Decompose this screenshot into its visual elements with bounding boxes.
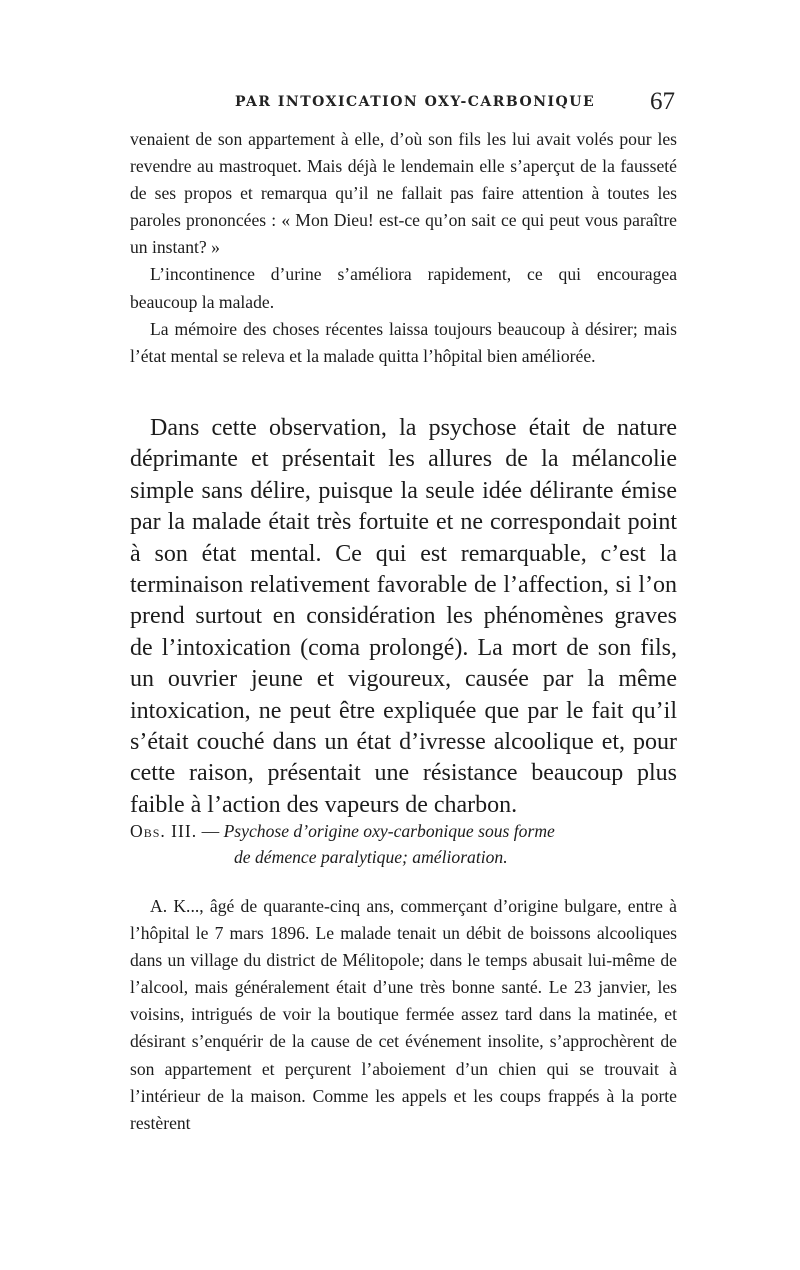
paragraph-continued: venaient de son appartement à elle, d’où son fils les lui avait volés pour les revendre au mastroquet. Mais déjà le lendemain elle s’aperçut de la fausseté de ses propos et remarqua qu’il ne fallait pas faire attention à toutes les paroles prononcées : « Mon Dieu! est-ce qu’on sait ce qui peut vous paraître un instant? »: [130, 129, 677, 258]
discussion-paragraph: Dans cette observation, la psychose était de nature déprimante et présentait les allures de la mélancolie simple sans délire, puisque la seule idée délirante émise par la malade était très fortuite et ne correspondait point à son état mental. Ce qui est remarquable, c’est la terminaison relativement favorable de l’affection, si l’on prend surtout en considération les phénomènes graves de l’intoxication (coma prolongé). La mort de son fils, un ouvrier jeune et vigoureux, causée par la même intoxication, ne peut être expliquée que par le fait qu’il s’était couché dans un état d’ivresse alcoolique et, pour cette raison, présentait une résistance beaucoup plus faible à l’action des vapeurs de charbon.: [130, 415, 677, 818]
observation-title-line2: de démence paralytique; amélioration.: [234, 847, 508, 867]
paragraph-incontinence: L’incontinence d’urine s’améliora rapidement, ce qui encouragea beaucoup la malade.: [130, 264, 677, 312]
discussion-section: [130, 413, 677, 821]
running-title: PAR INTOXICATION OXY-CARBONIQUE: [235, 94, 596, 110]
observation-heading: [130, 818, 677, 870]
paragraph-memoire: La mémoire des choses récentes laissa toujours beaucoup à désirer; mais l’état mental se releva et la malade quitta l’hôpital bien améliorée.: [130, 318, 677, 366]
page-number: 67: [650, 88, 675, 115]
running-head: [235, 88, 675, 116]
case-paragraph: A. K..., âgé de quarante-cinq ans, commerçant d’origine bulgare, entre à l’hôpital le 7 mars 1896. Le malade tenait un débit de boissons alcooliques dans un village du district de Mélitopole; dans le temps abusait lui-même de l’alcool, mais généralement était d’une très bonne santé. Le 23 janvier, les voisins, intrigués de voir la boutique fermée assez tard dans la matinée, et désirant s’enquérir de la cause de cet événement insolite, s’approchèrent de son appartement et perçurent l’aboiement d’un chien qui se trouvait à l’intérieur de la maison. Comme les appels et les coups frappés à la porte restèrent: [130, 896, 677, 1133]
observation-label: Obs. III.: [130, 821, 198, 841]
case-section: [130, 893, 677, 1137]
top-section: [130, 126, 677, 370]
observation-title-line1: Psychose d’origine oxy-carbonique sous forme: [223, 821, 555, 841]
observation-dash: —: [201, 821, 220, 841]
